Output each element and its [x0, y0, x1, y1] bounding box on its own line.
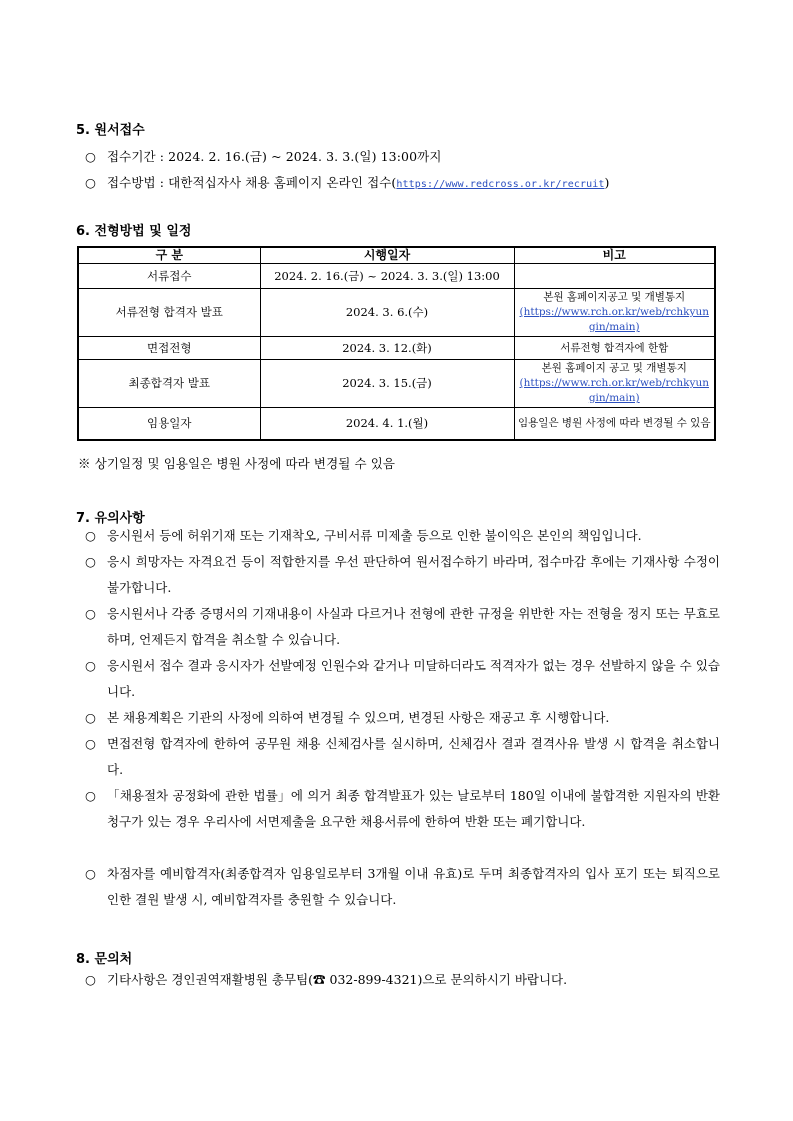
- row-stage: 서류접수: [78, 264, 260, 289]
- section5-title: 5. 원서접수: [76, 123, 145, 138]
- notice-item: [85, 549, 720, 601]
- row-note: [514, 337, 715, 360]
- notice-text: 응시원서 접수 결과 응시자가 선발예정 인원수와 같거나 미달하더라도 적격자가 없는 경우 선발하지 않을 수 있습니다.: [107, 658, 720, 699]
- row-date: 2024. 3. 12.(화): [260, 337, 514, 360]
- row-date: 2024. 3. 6.(수): [260, 289, 514, 337]
- section6-title: 6. 전형방법 및 일정: [76, 224, 192, 239]
- homepage-link[interactable]: (https://www.rch.or.kr/web/rchkyungin/main): [519, 377, 709, 404]
- bullet-icon: ○: [85, 736, 96, 751]
- bullet-icon: ○: [85, 528, 96, 543]
- period-text: 접수기간 : 2024. 2. 16.(금) ~ 2024. 3. 3.(일) 13:00까지: [107, 149, 442, 164]
- bullet-icon: ○: [85, 149, 97, 164]
- row-date: 2024. 3. 15.(금): [260, 360, 514, 408]
- row-note-text: 임용일은 병원 사정에 따라 변경될 수 있음: [518, 416, 711, 429]
- notice-text: 본 채용계획은 기관의 사정에 의하여 변경될 수 있으며, 변경된 사항은 재공고 후 시행합니다.: [107, 710, 610, 725]
- row-stage: 서류전형 합격자 발표: [78, 289, 260, 337]
- method-text: 접수방법 : 대한적십자사 채용 홈페이지 온라인 접수(: [107, 175, 397, 190]
- section8-title: 8. 문의처: [76, 952, 133, 967]
- row-note: [514, 408, 715, 440]
- table-row: [78, 289, 715, 337]
- notice-text: 응시원서 등에 허위기재 또는 기재착오, 구비서류 미제출 등으로 인한 불이익은 본인의 책임입니다.: [107, 528, 642, 543]
- homepage-link[interactable]: (https://www.rch.or.kr/web/rchkyungin/main): [519, 306, 709, 333]
- row-note-text: 본원 홈페이지 공고 및 개별통지: [541, 362, 687, 374]
- notice-text: 「채용절차 공정화에 관한 법률」에 의거 최종 합격발표가 있는 날로부터 180일 이내에 불합격한 지원자의 반환청구가 있는 경우 우리사에 서면제출을 요구한 채용서류에 한하여 반환 또는 폐기합니다.: [107, 788, 720, 829]
- row-stage: 면접전형: [78, 337, 260, 360]
- row-note: [514, 264, 715, 289]
- notice-item: [85, 653, 720, 705]
- bullet-icon: ○: [85, 710, 96, 725]
- table-row: [78, 360, 715, 408]
- row-note-text: 본원 홈페이지공고 및 개별통지: [543, 291, 686, 303]
- method-suffix: ): [604, 175, 610, 190]
- schedule-footnote: ※ 상기일정 및 임용일은 병원 사정에 따라 변경될 수 있음: [78, 456, 396, 471]
- notice-item: [85, 523, 720, 549]
- notice-item: [85, 705, 720, 731]
- table-header-row: [78, 247, 715, 264]
- header-note: 비고: [514, 247, 715, 264]
- bullet-icon: ○: [85, 658, 96, 673]
- contact-item: [85, 967, 720, 993]
- section5-item-method: [85, 173, 610, 191]
- row-note: [514, 360, 715, 408]
- header-stage: 구 분: [78, 247, 260, 264]
- row-stage: 임용일자: [78, 408, 260, 440]
- recruit-link[interactable]: https://www.redcross.or.kr/recruit: [396, 179, 605, 190]
- row-date: 2024. 4. 1.(월): [260, 408, 514, 440]
- bullet-icon: ○: [85, 866, 96, 881]
- notice-text: 응시 희망자는 자격요건 등이 적합한지를 우선 판단하여 원서접수하기 바라며, 접수마감 후에는 기재사항 수정이 불가합니다.: [107, 554, 720, 595]
- notice-text: 차점자를 예비합격자(최종합격자 임용일로부터 3개월 이내 유효)로 두며 최종합격자의 입사 포기 또는 퇴직으로 인한 결원 발생 시, 예비합격자를 충원할 수 있습니다.: [107, 866, 720, 907]
- notice-item: [85, 861, 720, 913]
- section7-title: 7. 유의사항: [76, 511, 145, 526]
- row-note: [514, 289, 715, 337]
- bullet-icon: ○: [85, 175, 97, 190]
- notice-item: [85, 783, 720, 835]
- notice-item: [85, 731, 720, 783]
- bullet-icon: ○: [85, 972, 96, 987]
- bullet-icon: ○: [85, 554, 96, 569]
- table-row: [78, 337, 715, 360]
- notice-text: 면접전형 합격자에 한하여 공무원 채용 신체검사를 실시하며, 신체검사 결과 결격사유 발생 시 합격을 취소합니다.: [107, 736, 720, 777]
- table-row: [78, 264, 715, 289]
- notice-item: [85, 601, 720, 653]
- header-date: 시행일자: [260, 247, 514, 264]
- schedule-table: [77, 246, 716, 441]
- table-row: [78, 408, 715, 440]
- row-date: 2024. 2. 16.(금) ~ 2024. 3. 3.(일) 13:00: [260, 264, 514, 289]
- section5-item-period: [85, 147, 442, 165]
- row-note-text: 서류전형 합격자에 한함: [560, 341, 669, 354]
- row-stage: 최종합격자 발표: [78, 360, 260, 408]
- contact-text: 기타사항은 경인권역재활병원 총무팀(☎ 032-899-4321)으로 문의하시기 바랍니다.: [107, 972, 568, 987]
- bullet-icon: ○: [85, 788, 96, 803]
- bullet-icon: ○: [85, 606, 96, 621]
- notice-text: 응시원서나 각종 증명서의 기재내용이 사실과 다르거나 전형에 관한 규정을 위반한 자는 전형을 정지 또는 무효로 하며, 언제든지 합격을 취소할 수 있습니다.: [107, 606, 720, 647]
